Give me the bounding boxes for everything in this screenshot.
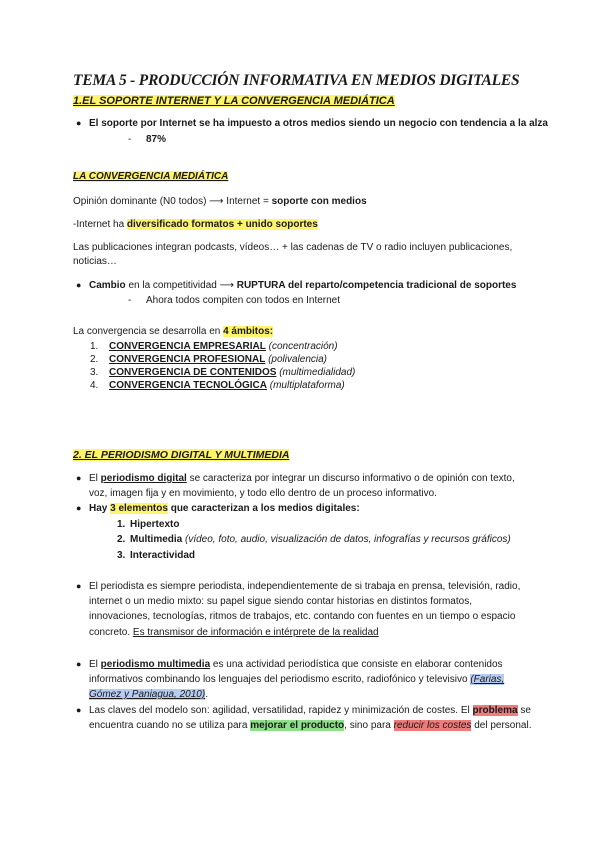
bullet-elementos: Hay 3 elementos que caracterizan a los medios digitales: (89, 503, 360, 514)
bullet-marker: ● (76, 503, 82, 513)
element-multimedia: Multimedia (vídeo, foto, audio, visualización de datos, infografías y recursos gráficos) (130, 534, 511, 545)
bullet-claves-line2: encuentra cuando no se utiliza para mejorar el producto, sino para reducir los costes del personal. (89, 720, 532, 731)
sub-dash: - (128, 134, 132, 145)
sub-dash: - (128, 295, 132, 306)
bullet-marker: ● (76, 581, 82, 591)
bullet-marker: ● (76, 659, 82, 669)
bullet-internet-growth: El soporte por Internet se ha impuesto a otros medios siendo un negocio con tendencia a la alza (89, 118, 548, 129)
element-hipertexto: Hipertexto (130, 519, 180, 530)
bullet-marker: ● (76, 118, 82, 128)
list-item-contenidos: CONVERGENCIA DE CONTENIDOS (multimedialidad) (109, 367, 356, 378)
bullet-cambio: Cambio en la competitividad ⟶ RUPTURA del reparto/competencia tradicional de soportes (89, 280, 517, 291)
convergencia-heading: LA CONVERGENCIA MEDIÁTICA (73, 171, 229, 182)
list-item-profesional: CONVERGENCIA PROFESIONAL (polivalencia) (109, 354, 328, 365)
ambitos-line: La convergencia se desarrolla en 4 ámbitos: (73, 326, 274, 337)
list-number: 2. (117, 534, 126, 545)
bullet-periodista-line3: innovaciones, tecnologías, ritmos de trabajos, etc. contando con fuentes en un tiempo o espacio (89, 611, 516, 622)
list-item-empresarial: CONVERGENCIA EMPRESARIAL (concentración) (109, 341, 338, 352)
bullet-periodista-line1: El periodista es siempre periodista, independientemente de si trabaja en prensa, televisión, radio, (89, 581, 521, 592)
bullet-claves-line1: Las claves del modelo son: agilidad, versatilidad, rapidez y minimización de costes. El problema se (89, 705, 531, 716)
bullet-marker: ● (76, 705, 82, 715)
page-title: TEMA 5 - PRODUCCIÓN INFORMATIVA EN MEDIOS DIGITALES (73, 72, 520, 89)
section-2-heading: 2. EL PERIODISMO DIGITAL Y MULTIMEDIA (73, 449, 290, 461)
list-number: 3. (90, 367, 99, 378)
bullet-periodista-line4: concreto. Es transmisor de información e intérprete de la realidad (89, 627, 379, 638)
bullet-multimedia-line1: El periodismo multimedia es una actividad periodística que consiste en elaborar contenidos (89, 659, 503, 670)
opinion-line: Opinión dominante (N0 todos) ⟶ Internet = soporte con medios (73, 196, 367, 207)
pubs-line-2: noticias… (73, 256, 117, 267)
bullet-marker: ● (76, 473, 82, 483)
bullet-multimedia-line2: informativos combinando los lenguajes del periodismo escrito, radiofónico y televisivo (Farias, (89, 674, 505, 685)
bullet-periodismo-digital-line2: voz, imagen fija y en movimiento, y todo ello dentro de un proceso informativo. (89, 488, 437, 499)
list-number: 2. (90, 354, 99, 365)
list-number: 4. (90, 380, 99, 391)
pubs-line-1: Las publicaciones integran podcasts, vídeos… + las cadenas de TV o radio incluyen publicaciones, (73, 242, 513, 253)
list-item-tecnologica: CONVERGENCIA TECNOLÓGICA (multiplataforma) (109, 380, 345, 391)
section-1-heading: 1.EL SOPORTE INTERNET Y LA CONVERGENCIA MEDIÁTICA (73, 95, 395, 107)
element-interactividad: Interactividad (130, 550, 196, 561)
bullet-periodismo-digital: El periodismo digital se caracteriza por integrar un discurso informativo o de opinión con texto, (89, 473, 515, 484)
bullet-marker: ● (76, 280, 82, 290)
bullet-multimedia-citation: Gómez y Paniagua, 2010). (89, 689, 208, 700)
list-number: 1. (117, 519, 126, 530)
sub-item-ahora: Ahora todos compiten con todos en Internet (146, 295, 341, 306)
internet-line: -Internet ha diversificado formatos + unido soportes (73, 219, 318, 230)
sub-item-87: 87% (146, 134, 167, 145)
list-number: 1. (90, 341, 99, 352)
list-number: 3. (117, 550, 126, 561)
bullet-periodista-line2: internet o un medio mixto: su papel sigue siendo contar historias en distintos formatos, (89, 596, 472, 607)
